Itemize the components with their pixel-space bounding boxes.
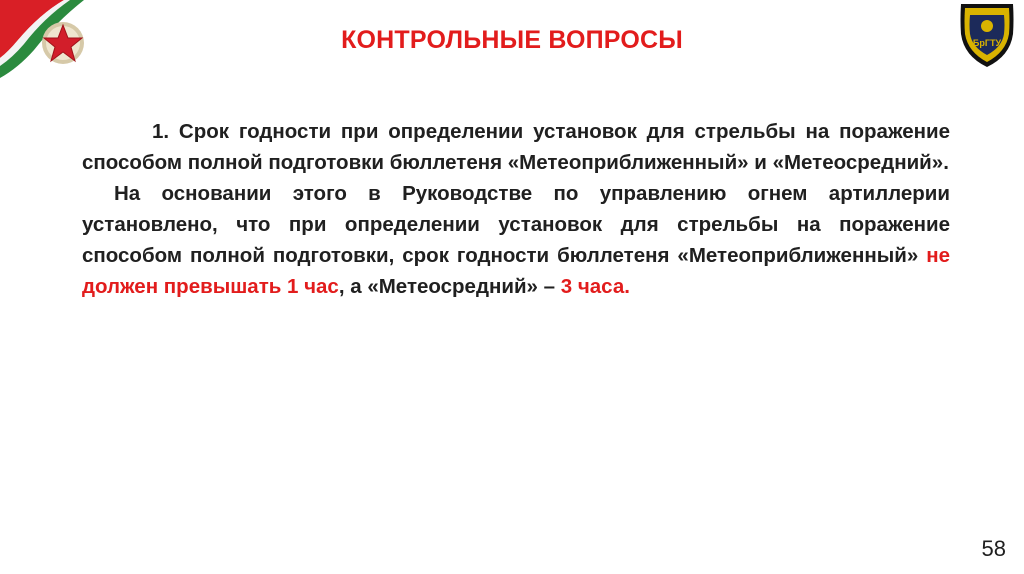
slide-content [82, 116, 950, 302]
logo-text: БрГТУ [972, 38, 1002, 48]
answer-red-text-2: 3 часа. [560, 275, 630, 298]
question-paragraph: 1. Срок годности при определении установок для стрельбы на поражение способом полной подготовки бюллетеня «Метеоприближенный» и «Метеосредний». [82, 120, 950, 174]
answer-red-text-1: не должен превышать 1 час [82, 244, 951, 298]
answer-paragraph [82, 178, 950, 302]
slide-title: КОНТРОЛЬНЫЕ ВОПРОСЫ [341, 26, 683, 54]
answer-text-part1: На основании этого в Руководстве по управлению огнем артиллерии установлено, что при определении установок для стрельбы на поражение способом полной подготовки, срок годности бюллетеня «Метеоприближенный» [82, 182, 950, 267]
answer-text-part2: , а «Метеосредний» – [338, 275, 556, 298]
university-logo [956, 0, 1018, 70]
page-number: 58 [981, 536, 1006, 561]
